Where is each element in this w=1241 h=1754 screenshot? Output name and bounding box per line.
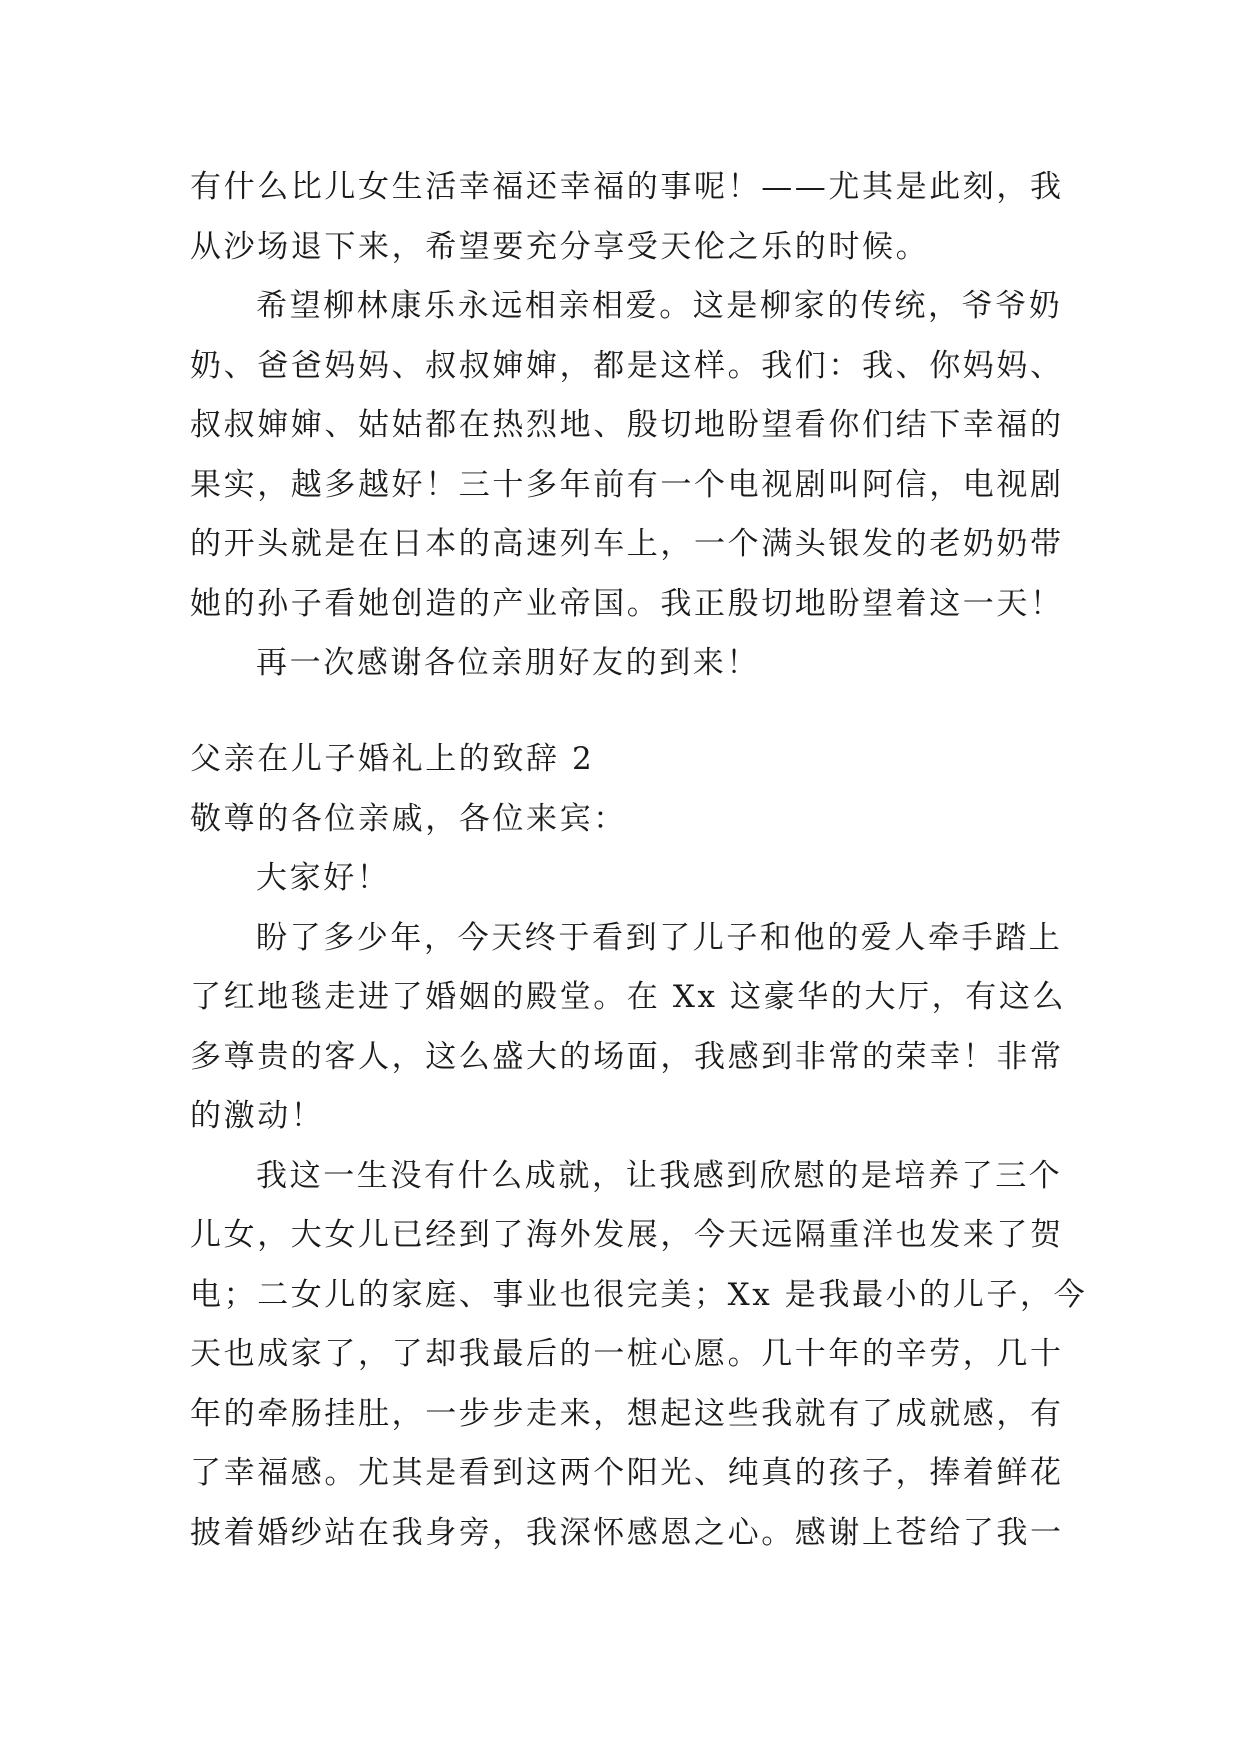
text-line: 她的孙子看她创造的产业帝国。我正殷切地盼望着这一天！ bbox=[190, 585, 1064, 622]
text-line: 多尊贵的客人，这么盛大的场面，我感到非常的荣幸！非常 bbox=[190, 1038, 1064, 1075]
speech-2 bbox=[190, 730, 1087, 1563]
paragraph-5 bbox=[190, 1147, 1087, 1564]
text-line: 的激动！ bbox=[190, 1098, 325, 1134]
paragraph-4 bbox=[190, 909, 1087, 1147]
text-line: 奶、爸爸妈妈、叔叔婶婶，都是这样。我们：我、你妈妈、 bbox=[190, 347, 1064, 384]
section-title: 父亲在儿子婚礼上的致辞 2 bbox=[190, 741, 595, 777]
greeting: 敬尊的各位亲戚，各位来宾： bbox=[190, 800, 627, 837]
text-line: 天也成家了，了却我最后的一桩心愿。几十年的辛劳，几十 bbox=[190, 1336, 1064, 1372]
text-line: 了幸福感。尤其是看到这两个阳光、纯真的孩子，捧着鲜花 bbox=[190, 1455, 1064, 1491]
text-line: 电；二女儿的家庭、事业也很完美；Xx 是我最小的儿子，今 bbox=[190, 1276, 1088, 1313]
text-line: 大家好！ bbox=[256, 860, 391, 896]
text-line: 再一次感谢各位亲朋好友的到来！ bbox=[256, 645, 760, 681]
text-line: 有什么比儿女生活幸福还幸福的事呢！——尤其是此刻，我 bbox=[190, 169, 1064, 205]
speech-continuation bbox=[190, 158, 1064, 694]
text-line: 盼了多少年，今天终于看到了儿子和他的爱人牵手踏上 bbox=[256, 919, 1063, 956]
text-line: 从沙场退下来，希望要充分享受天伦之乐的时候。 bbox=[190, 228, 930, 265]
text-line: 的开头就是在日本的高速列车上，一个满头银发的老奶奶带 bbox=[190, 526, 1064, 562]
paragraph-1 bbox=[190, 158, 1064, 277]
text-line: 披着婚纱站在我身旁，我深怀感恩之心。感谢上苍给了我一 bbox=[190, 1514, 1064, 1551]
text-line: 儿女，大女儿已经到了海外发展，今天远隔重洋也发来了贺 bbox=[190, 1217, 1064, 1253]
text-line: 叔叔婶婶、姑姑都在热烈地、殷切地盼望看你们结下幸福的 bbox=[190, 407, 1064, 443]
paragraph-3 bbox=[190, 634, 1064, 694]
text-line: 希望柳林康乐永远相亲相爱。这是柳家的传统，爷爷奶 bbox=[256, 288, 1063, 324]
paragraph-hello bbox=[190, 849, 1087, 909]
text-line: 年的牵肠挂肚，一步步走来，想起这些我就有了成就感，有 bbox=[190, 1395, 1064, 1432]
text-line: 了红地毯走进了婚姻的殿堂。在 Xx 这豪华的大厅，有这么 bbox=[190, 979, 1067, 1015]
text-line: 我这一生没有什么成就，让我感到欣慰的是培养了三个 bbox=[256, 1157, 1063, 1194]
paragraph-2 bbox=[190, 277, 1064, 634]
text-line: 果实，越多越好！三十多年前有一个电视剧叫阿信，电视剧 bbox=[190, 466, 1064, 503]
